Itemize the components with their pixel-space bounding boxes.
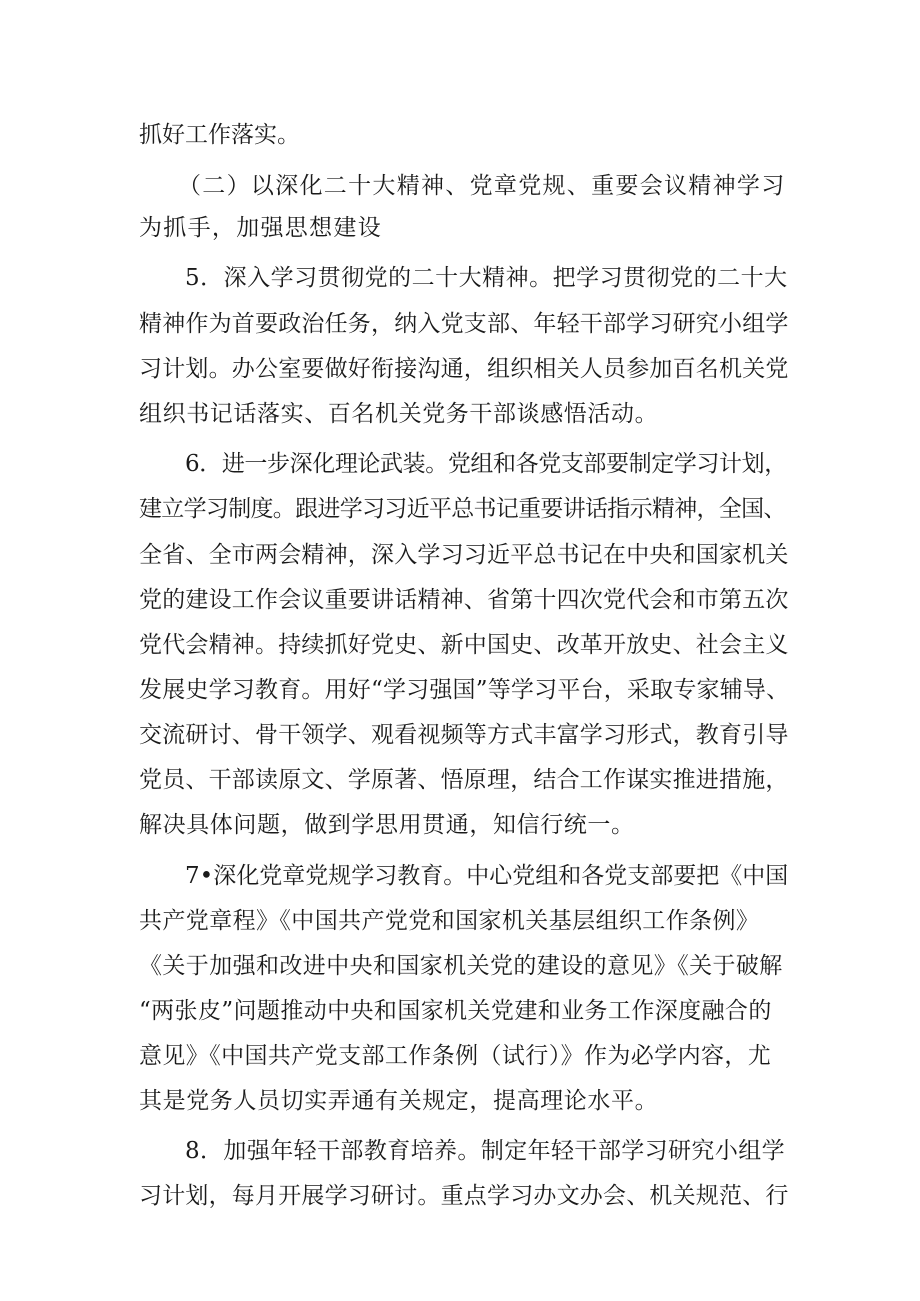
- list-item-5: 习计划。办公室要做好衔接沟通，组织相关人员参加百名机关党: [139, 356, 789, 382]
- list-item-6: 党代会精神。持续抓好党史、新中国史、改革开放史、社会主义: [139, 632, 789, 658]
- text-line: [0, 712, 920, 758]
- list-item-8: 习计划，每月开展学习研讨。重点学习办文办会、机关规范、行: [139, 1183, 789, 1209]
- text-line: [0, 943, 920, 989]
- list-item-5: 组织书记话落实、百名机关党务干部谈感悟活动。: [139, 401, 659, 427]
- text-line: [0, 988, 920, 1034]
- list-item-6: 解决具体问题，做到学思用贯通，知信行统一。: [139, 812, 635, 838]
- text-line: [0, 1033, 920, 1079]
- text-line: [0, 898, 920, 944]
- text-line: [0, 1173, 920, 1219]
- list-item-7: 共产党章程》《中国共产党党和国家机关基层组织工作条例》: [139, 908, 760, 934]
- section-heading: （二）以深化二十大精神、党章党规、重要会议精神学习: [178, 173, 786, 199]
- text-line: [0, 441, 920, 487]
- section-heading: 为抓手，加强思想建设: [139, 215, 382, 241]
- list-item-7: 7•深化党章党规学习教育。中心党组和各党支部要把《中国: [185, 863, 789, 889]
- text-line: [0, 112, 920, 158]
- list-item-6: 6．进一步深化理论武装。党组和各党支部要制定学习计划，: [185, 451, 787, 477]
- list-item-7: 其是党务人员切实弄通有关规定，提高理论水平。: [139, 1088, 659, 1114]
- list-item-6: 发展史学习教育。用好“学习强国”等学习平台，采取专家辅导、: [139, 677, 790, 703]
- text-line: [0, 802, 920, 848]
- list-item-7: 意见》《中国共产党支部工作条例（试行）》作为必学内容，尤: [139, 1043, 772, 1069]
- text-line: [0, 577, 920, 623]
- list-item-7: 《关于加强和改进中央和国家机关党的建设的意见》《关于破解: [139, 953, 783, 979]
- text-line: [0, 1078, 920, 1124]
- text-line: [0, 255, 920, 301]
- list-item-5: 精神作为首要政治任务，纳入党支部、年轻干部学习研究小组学: [139, 311, 789, 337]
- section-heading-line: [0, 163, 920, 209]
- list-item-6: 交流研讨、骨干领学、观看视频等方式丰富学习形式，教育引导: [139, 722, 789, 748]
- text-line: [0, 622, 920, 668]
- list-item-6: 党员、干部读原文、学原著、悟原理，结合工作谋实推进措施，: [139, 767, 789, 793]
- text-line: [0, 391, 920, 437]
- text-line: [0, 486, 920, 532]
- text-line: [0, 301, 920, 347]
- list-item-7: “两张皮”问题推动中央和国家机关党建和业务工作深度融合的: [139, 998, 772, 1024]
- section-heading-line: [0, 205, 920, 251]
- text-line: [0, 1128, 920, 1174]
- list-item-6: 全省、全市两会精神，深入学习习近平总书记在中央和国家机关: [139, 542, 789, 568]
- list-item-5: 5．深入学习贯彻党的二十大精神。把学习贯彻党的二十大: [185, 265, 788, 291]
- paragraph-continuation: 抓好工作落实。: [139, 122, 300, 148]
- list-item-6: 党的建设工作会议重要讲话精神、省第十四次党代会和市第五次: [139, 587, 789, 613]
- text-line: [0, 853, 920, 899]
- text-line: [0, 346, 920, 392]
- list-item-8: 8．加强年轻干部教育培养。制定年轻干部学习研究小组学: [185, 1138, 786, 1164]
- text-line: [0, 532, 920, 578]
- list-item-6: 建立学习制度。跟进学习习近平总书记重要讲话指示精神，全国、: [139, 496, 786, 522]
- text-line: [0, 757, 920, 803]
- text-line: [0, 667, 920, 713]
